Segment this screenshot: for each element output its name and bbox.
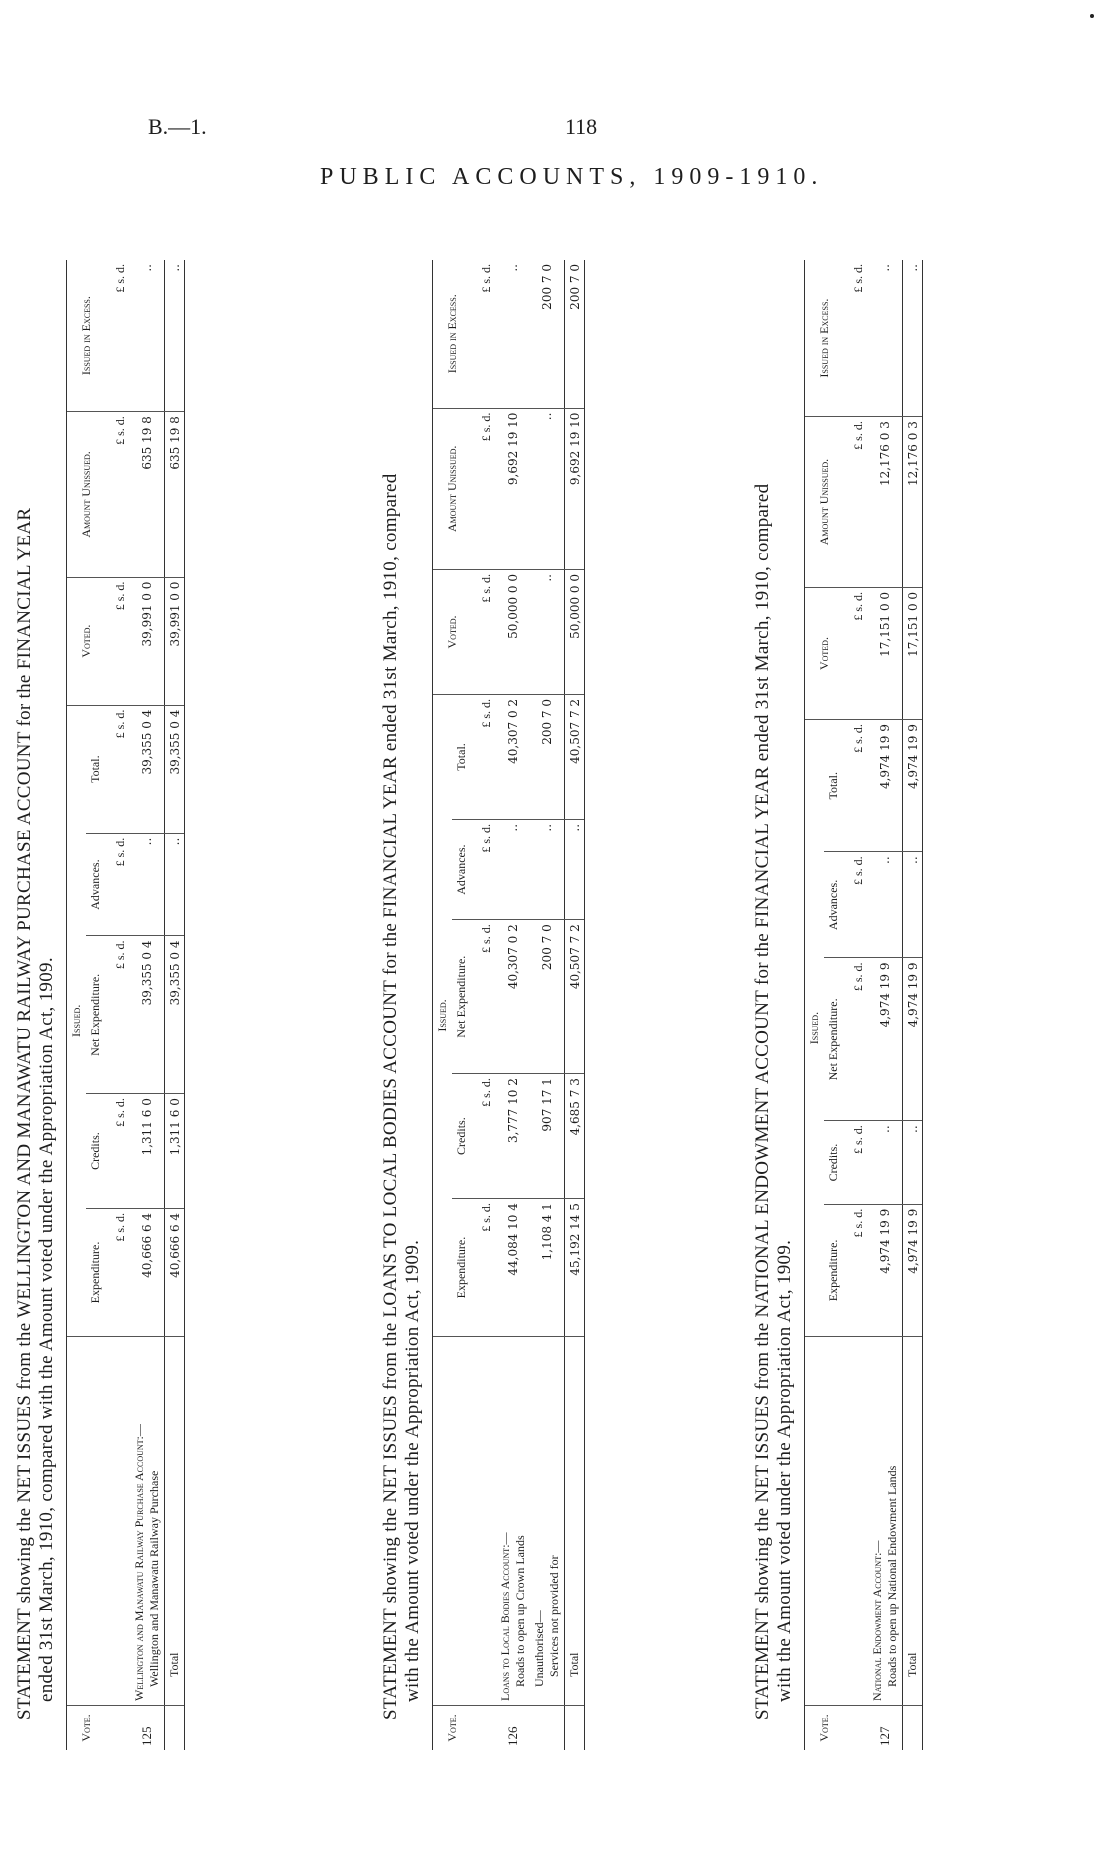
col-amount-unissued: Amount Unissued. — [433, 408, 472, 569]
col-issued-in-excess: Issued in Excess. — [67, 260, 106, 412]
col-description — [433, 1337, 472, 1706]
col-total: Total. — [452, 694, 471, 819]
page-number: 118 — [565, 114, 598, 139]
vote-number: 127 — [877, 1726, 892, 1746]
item-label: Roads to open up National Endowment Lands — [885, 1465, 899, 1687]
col-issued: Issued. — [805, 720, 825, 1337]
units-label: £ s. d. — [471, 408, 496, 569]
statement-title-line1: STATEMENT showing the NET ISSUES from the NATIONAL ENDOWMENT ACCOUNT for the FINANCIAL YEAR ended 31st March, 1910, compared — [752, 483, 773, 1720]
cell-net-expenditure: 40,507 7 2 — [565, 920, 585, 1074]
units-label: £ s. d. — [843, 720, 868, 852]
cell-voted: 39,991 0 0 — [165, 577, 185, 705]
col-voted: Voted. — [433, 570, 472, 695]
col-net-expenditure: Net Expenditure. — [86, 936, 105, 1094]
statement-title — [14, 260, 58, 1750]
cell-net-expenditure: 4,974 19 9 — [868, 958, 903, 1121]
cell-total: 39,355 0 4 — [130, 705, 165, 833]
row-description — [530, 1337, 565, 1706]
cell-net-expenditure: 4,974 19 9 — [903, 958, 923, 1121]
col-amount-unissued: Amount Unissued. — [67, 412, 106, 577]
statement-title-line1: STATEMENT showing the NET ISSUES from the WELLINGTON AND MANAWATU RAILWAY PURCHASE ACCOUNT for the FINANCIAL YEAR — [14, 507, 35, 1720]
row-description — [130, 1337, 165, 1706]
total-row — [565, 260, 585, 1750]
col-vote: Vote. — [433, 1706, 472, 1751]
vote-number: 125 — [139, 1726, 154, 1746]
col-voted: Voted. — [67, 577, 106, 705]
item-label: Services not provided for — [547, 1555, 561, 1677]
col-expenditure: Expenditure. — [86, 1208, 105, 1336]
ink-dot — [1090, 14, 1094, 18]
vote-number: 126 — [505, 1726, 520, 1746]
units-label: £ s. d. — [471, 1074, 496, 1199]
cell-issued-in-excess: 200 7 0 — [530, 260, 565, 408]
units-label: £ s. d. — [843, 1121, 868, 1205]
units-label: £ s. d. — [843, 260, 868, 417]
total-row — [903, 260, 923, 1750]
cell-amount-unissued: .. — [530, 408, 565, 569]
cell-amount-unissued: 9,692 19 10 — [496, 408, 530, 569]
units-label: £ s. d. — [105, 936, 130, 1094]
cell-total: 40,307 0 2 — [496, 694, 530, 819]
col-advances: Advances. — [452, 819, 471, 919]
cell-advances: .. — [565, 819, 585, 919]
statement-table — [66, 260, 185, 1750]
cell-amount-unissued: 635 19 8 — [165, 412, 185, 577]
col-net-expenditure: Net Expenditure. — [824, 958, 843, 1121]
cell-amount-unissued: 12,176 0 3 — [903, 417, 923, 588]
statement-loans-local-bodies — [380, 260, 585, 1750]
total-label: Total — [903, 1337, 923, 1706]
account-heading: National Endowment Account:— — [870, 1540, 884, 1701]
cell-amount-unissued: 635 19 8 — [130, 412, 165, 577]
total-row — [165, 260, 185, 1750]
row-description — [496, 1337, 530, 1706]
cell-total: 39,355 0 4 — [165, 705, 185, 833]
cell-amount-unissued: 9,692 19 10 — [565, 408, 585, 569]
cell-total: 40,507 7 2 — [565, 694, 585, 819]
cell-issued-in-excess: 200 7 0 — [565, 260, 585, 408]
units-label: £ s. d. — [843, 587, 868, 719]
cell-total: 200 7 0 — [530, 694, 565, 819]
account-heading: Wellington and Manawatu Railway Purchase Account:— — [132, 1424, 146, 1701]
col-vote: Vote. — [805, 1706, 844, 1751]
col-amount-unissued: Amount Unissued. — [805, 417, 844, 588]
cell-amount-unissued: 12,176 0 3 — [868, 417, 903, 588]
cell-issued-in-excess: .. — [903, 260, 923, 417]
cell-total: 4,974 19 9 — [868, 720, 903, 852]
col-expenditure: Expenditure. — [452, 1199, 471, 1337]
cell-net-expenditure: 39,355 0 4 — [130, 936, 165, 1094]
col-total: Total. — [824, 720, 843, 852]
cell-credits: 907 17 1 — [530, 1074, 565, 1199]
cell-issued-in-excess: .. — [496, 260, 530, 408]
cell-advances: .. — [130, 833, 165, 936]
statement-title-line1: STATEMENT showing the NET ISSUES from the LOANS TO LOCAL BODIES ACCOUNT for the FINANCIAL YEAR ended 31st March, 1910, compared — [380, 473, 401, 1720]
statement-wellington-manawatu — [14, 260, 185, 1750]
cell-credits: 3,777 10 2 — [496, 1074, 530, 1199]
units-label: £ s. d. — [105, 412, 130, 577]
cell-expenditure: 4,974 19 9 — [868, 1204, 903, 1336]
table-row — [496, 260, 530, 1750]
cell-issued-in-excess: .. — [130, 260, 165, 412]
units-label: £ s. d. — [471, 694, 496, 819]
statement-title — [752, 260, 796, 1750]
item-heading: Unauthorised— — [532, 1610, 546, 1687]
col-expenditure: Expenditure. — [824, 1204, 843, 1336]
col-issued-in-excess: Issued in Excess. — [805, 260, 844, 417]
units-label: £ s. d. — [471, 920, 496, 1074]
cell-expenditure: 1,108 4 1 — [530, 1199, 565, 1337]
col-description — [805, 1337, 844, 1706]
cell-issued-in-excess: .. — [868, 260, 903, 417]
units-label: £ s. d. — [105, 577, 130, 705]
rotated-statements — [0, 190, 1114, 1830]
col-credits: Credits. — [86, 1094, 105, 1209]
cell-advances: .. — [868, 852, 903, 958]
col-credits: Credits. — [824, 1121, 843, 1205]
units-label: £ s. d. — [471, 819, 496, 919]
units-label: £ s. d. — [843, 1204, 868, 1336]
cell-credits: 1,311 6 0 — [165, 1094, 185, 1209]
units-label: £ s. d. — [843, 958, 868, 1121]
cell-voted: 17,151 0 0 — [903, 587, 923, 719]
vote-number — [530, 1706, 565, 1751]
col-advances: Advances. — [824, 852, 843, 958]
cell-expenditure: 40,666 6 4 — [130, 1208, 165, 1336]
col-credits: Credits. — [452, 1074, 471, 1199]
cell-net-expenditure: 200 7 0 — [530, 920, 565, 1074]
cell-expenditure: 45,192 14 5 — [565, 1199, 585, 1337]
cell-advances: .. — [903, 852, 923, 958]
cell-voted: 50,000 0 0 — [565, 570, 585, 695]
table-row — [530, 260, 565, 1750]
cell-advances: .. — [496, 819, 530, 919]
cell-expenditure: 4,974 19 9 — [903, 1204, 923, 1336]
cell-expenditure: 44,084 10 4 — [496, 1199, 530, 1337]
units-label: £ s. d. — [471, 260, 496, 408]
units-label: £ s. d. — [105, 1208, 130, 1336]
cell-voted: .. — [530, 570, 565, 695]
col-issued: Issued. — [433, 694, 453, 1336]
col-issued: Issued. — [67, 705, 87, 1336]
statement-national-endowment — [752, 260, 923, 1750]
col-voted: Voted. — [805, 587, 844, 719]
page-code: B.—1. — [148, 114, 207, 139]
cell-expenditure: 40,666 6 4 — [165, 1208, 185, 1336]
cell-voted: 50,000 0 0 — [496, 570, 530, 695]
total-label: Total — [165, 1337, 185, 1706]
statement-title-line2: with the Amount voted under the Appropriation Act, 1909. — [402, 1239, 423, 1702]
cell-credits: .. — [903, 1121, 923, 1205]
cell-credits: 1,311 6 0 — [130, 1094, 165, 1209]
cell-advances: .. — [165, 833, 185, 936]
col-description — [67, 1337, 106, 1706]
statement-title — [380, 260, 424, 1750]
units-label: £ s. d. — [105, 260, 130, 412]
units-label: £ s. d. — [105, 1094, 130, 1209]
statement-table — [804, 260, 923, 1750]
cell-credits: 4,685 7 3 — [565, 1074, 585, 1199]
item-label: Wellington and Manawatu Railway Purchase — [147, 1470, 161, 1687]
statement-title-line2: with the Amount voted under the Appropriation Act, 1909. — [774, 1239, 795, 1702]
cell-issued-in-excess: .. — [165, 260, 185, 412]
cell-net-expenditure: 40,307 0 2 — [496, 920, 530, 1074]
cell-total: 4,974 19 9 — [903, 720, 923, 852]
cell-voted: 39,991 0 0 — [130, 577, 165, 705]
item-label: Roads to open up Crown Lands — [513, 1535, 527, 1687]
units-label: £ s. d. — [471, 570, 496, 695]
col-issued-in-excess: Issued in Excess. — [433, 260, 472, 408]
col-vote: Vote. — [67, 1706, 106, 1751]
col-net-expenditure: Net Expenditure. — [452, 920, 471, 1074]
units-label: £ s. d. — [105, 833, 130, 936]
page-title: PUBLIC ACCOUNTS, 1909-1910. — [320, 164, 824, 190]
units-label: £ s. d. — [843, 852, 868, 958]
cell-advances: .. — [530, 819, 565, 919]
statement-title-line2: ended 31st March, 1910, compared with the Amount voted under the Appropriation Act, 1909. — [36, 957, 57, 1702]
col-advances: Advances. — [86, 833, 105, 936]
cell-voted: 17,151 0 0 — [868, 587, 903, 719]
account-heading: Loans to Local Bodies Account:— — [498, 1532, 512, 1701]
total-label: Total — [565, 1337, 585, 1706]
table-row — [868, 260, 903, 1750]
units-label: £ s. d. — [843, 417, 868, 588]
cell-credits: .. — [868, 1121, 903, 1205]
units-label: £ s. d. — [105, 705, 130, 833]
table-row — [130, 260, 165, 1750]
statement-table — [432, 260, 585, 1750]
row-description — [868, 1337, 903, 1706]
units-label: £ s. d. — [471, 1199, 496, 1337]
col-total: Total. — [86, 705, 105, 833]
cell-net-expenditure: 39,355 0 4 — [165, 936, 185, 1094]
